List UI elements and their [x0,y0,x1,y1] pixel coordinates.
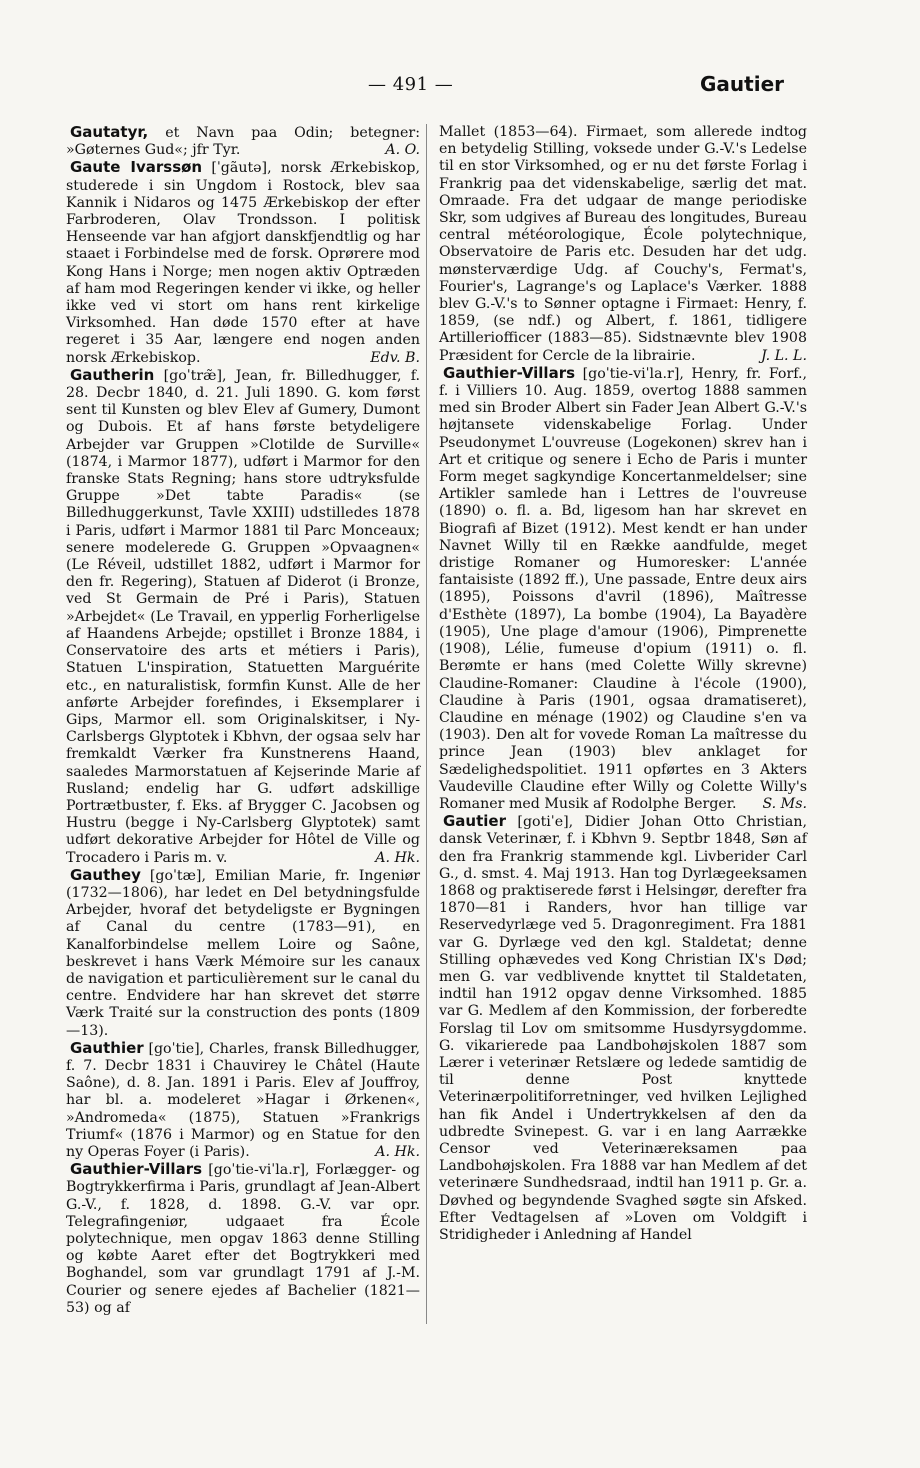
entry-text: [goˈtie-viˈla.r], Henry, fr. Forf., f. i Villiers 10. Aug. 1859, overtog 1888 sammen med sin Broder Albert sin Fader Jean Albert G.-V.'s højtansete videnskabelige Forlag. Under Pseudonymet L'ouvreuse (Logekonen) skrev han i Art et critique og senere i Echo de Paris i munter Form meget sagkyndige Koncertanmeldelser; sine Artikler samlede han i Lettres de l'ouvreuse (1890) o. fl. a. Bd, ligesom han har skrevet en Biografi af Bizet (1912). Mest kendt er han under Navnet Willy til en Række aandfulde, meget dristige Romaner og Humoresker: L'année fantaisiste (1892 ff.), Une passade, Entre deux airs (1895), Poissons d'avril (1896), Maîtresse d'Esthète (1897), La bombe (1904), La Bayadère (1905), Une plage d'amour (1906), Pimprenette (1908), Lélie, fumeuse d'opium (1911) o. fl. Berømte er hans (med Colette Willy skrevne) Claudine-Romaner: Claudine à l'école (1900), Claudine à Paris (1901, ogsaa dramatiseret), Claudine en ménage (1902) og Claudine s'en va (1903). Den alt for vovede Roman La maîtresse du prince Jean (1903) blev anklaget for Sædelighedspolitiet. 1911 opførtes en 3 Akters Vaudeville Claudine efter Willy og Colette Willy's Romaner med Musik af Rodolphe Berger. [439,365,807,812]
right-column [439,124,807,1244]
dictionary-entry [66,367,420,867]
entry-headword: Gaute Ivarssøn [70,158,203,177]
entry-text: [ˈgãutə], norsk Ærkebiskop, studerede i sin Ungdom i Rostock, blev saa Kannik i Nidaros og 1475 Ærkebiskop der efter Farbroderen, Olav Trondsson. I politisk Henseende var han afgjort danskfjendtlig og har staaet i Forbindelse med de forsk. Oprørere mod Kong Hans i Norge; men nogen aktiv Optræden af ham mod Regeringen kender vi ikke, og heller ikke ved vi stort om hans rent kirkelige Virksomhed. Han døde 1570 efter at have regeret i 35 Aar, længere end nogen anden norsk Ærkebiskop. [66,160,421,366]
dictionary-entry [66,1161,420,1317]
entry-headword: Gautatyr, [70,123,149,141]
entry-signature: Edv. B. [370,349,420,366]
entry-text: et Navn paa Odin; betegner: »Gøternes Gud«; jfr Tyr. [66,125,420,159]
entry-headword: Gauthier-Villars [70,1160,203,1179]
dictionary-entry [439,365,807,813]
dictionary-entry [66,867,420,1040]
entry-headword: Gauthey [70,865,141,884]
entry-text: [goˈtæ], Emilian Marie, fr. Ingeniør (1732—1806), har ledet en Del betydningsfulde Arbejder, hvoraf det betydeligste er Bygningen af Canal du centre (1783—91), en Kanalforbindelse mellem Loire og Saône, beskrevet i hans Værk Mémoire sur les canaux de navigation et particulièrement sur le canal du centre. Endvidere har han skrevet det større Værk Traité sur la construction des ponts (1809—13). [66,867,420,1039]
entry-text: [goˈtie-viˈla.r], Forlægger- og Bogtrykkerfirma i Paris, grundlagt af Jean-Albert G.-V., f. 1828, d. 1898. G.-V. var opr. Telegrafingeniør, udgaaet fra École polytechnique, men opgav 1863 denne Stilling og købte Aaret efter det Bogtrykkeri med Boghandel, som var grundlagt 1791 af J.-M. Courier og senere ejedes af Bachelier (1821—53) og af [66,1162,420,1316]
entry-text: [gotiˈe], Didier Johan Otto Christian, dansk Veterinær, f. i Kbhvn 9. Septbr 1848, Søn af den fra Frankrig stammende kgl. Livberider Carl G., d. smst. 4. Maj 1913. Han tog Dyrlægeeksamen 1868 og praktiserede først i Helsingør, derefter fra 1870—81 i Randers, hvor han tillige var Reservedyrlæge ved 5. Dragonregiment. Fra 1881 var G. Dyrlæge ved den kgl. Staldetat; denne Stilling ophævedes ved Kong Christian IX's Død; men G. var vedblivende knyttet til Staldetaten, indtil han 1912 opgav denne Virksomhed. 1885 var G. Medlem af den Kommission, der forberedte Forslag til Lov om smitsomme Husdyrsygdomme. G. vikarierede paa Landbohøjskolen 1887 som Lærer i veterinær Retslære og ledede samtidig de til denne Post knyttede Veterinærpolitiforretninger, ved hvilken Lejlighed han fik Andel i Undertrykkelsen af den da udbredte Svinepest. G. var i en lang Aarrække Censor ved Veterinæreksamen paa Landbohøjskolen. Fra 1888 var han Medlem af det veterinære Sundhedsraad, indtil han 1911 p. Gr. a. Døvhed og begyndende Svaghed søgte sin Afsked. Efter Vedtagelsen af »Loven om Voldgift i Stridigheder i Anledning af Handel [439,814,807,1243]
dictionary-entry [439,813,807,1244]
running-head: Gautier [700,72,784,96]
dictionary-entry-continuation [439,124,807,365]
entry-headword: Gautier [443,812,506,831]
entry-text: Mallet (1853—64). Firmaet, som allerede indtog en betydelig Stilling, voksede under G.-V.'s Ledelse til en stor Virksomhed, og er nu det første Forlag i Frankrig paa det videnskabelige, særlig det mat. Omraade. Fra det udgaar de mange periodiske Skr, som udgives af Bureau des longitudes, Bureau central météorologique, École polytechnique, Observatoire de Paris etc. Desuden har det udg. mønsterværdige Udg. af Couchy's, Fermat's, Fourier's, Lagrange's og Laplace's Værker. 1888 blev G.-V.'s to Sønner optagne i Firmaet: Henry, f. 1859, (se ndf.) og Albert, f. 1861, tidligere Artilleriofficer (1883—85). Sidstnævnte blev 1908 Præsident for Cercle de la librairie. [439,124,807,364]
dictionary-entry [66,1040,420,1161]
entry-headword: Gauthier-Villars [443,363,576,382]
entry-signature: A. Hk. [375,849,420,866]
page-header [0,72,920,102]
entry-text: [goˈtie], Charles, fransk Billedhugger, f. 7. Decbr 1831 i Chauvirey le Châtel (Haute Saône), d. 8. Jan. 1891 i Paris. Elev af Jouffroy, har bl. a. modeleret »Hagar i Ørkenen«, »Andromeda« (1875), Statuen »Frankrigs Triumf« (1876 i Marmor) og en Statue for den ny Operas Foyer (i Paris). [66,1040,420,1160]
entry-signature: J. L. L. [761,347,807,364]
entry-signature: S. Ms. [762,795,807,812]
page-number: — 491 — [368,74,454,95]
entry-headword: Gautherin [70,365,155,384]
entry-text: [goˈtræ̃], Jean, fr. Billedhugger, f. 28. Decbr 1840, d. 21. Juli 1890. G. kom først sent til Kunsten og blev Elev af Gumery, Dumont og Dubois. Et af hans første betydeligere Arbejder var Gruppen »Clotilde de Surville« (1874, i Marmor 1877), udført i Marmor for den franske Stats Regning; hans store udtryksfulde Gruppe »Det tabte Paradis« (se Billedhuggerkunst, Tavle XXIII) udstilledes 1878 i Paris, udført i Marmor 1881 til Parc Monceaux; senere modelerede G. Gruppen »Opvaagnen« (Le Réveil, udstillet 1882, udført i Marmor for den fr. Regering), Statuen af Diderot (i Bronze, ved St Germain de Pré i Paris), Statuen »Arbejdet« (Le Travail, en ypperlig Forherligelse af Haandens Arbejde; opstillet i Bronze 1884, i Conservatoire des arts et métiers i Paris), Statuen L'inspiration, Statuetten Marguérite etc., en naturalistisk, formfin Kunst. Alle de her anførte Arbejder forefindes, i Eksemplarer i Gips, Marmor ell. som Originalskitser, i Ny-Carlsbergs Glyptotek i Kbhvn, der ogsaa selv har fremkaldt Værker fra Kunstnerens Haand, saaledes Marmorstatuen af Kejserinde Marie af Rusland; endelig har G. udført adskillige Portrætbuster, f. Eks. af Brygger C. Jacobsen og Hustru (begge i Ny-Carlsberg Glyptotek) samt udført dekorative Arbejder for Hôtel de Ville og Trocadero i Paris m. v. [66,367,420,866]
entry-signature: A. Hk. [375,1143,420,1160]
entry-signature: A. O. [385,142,420,159]
dictionary-entry [66,124,420,159]
entry-headword: Gauthier [70,1038,144,1057]
dictionary-entry [66,159,420,366]
column-divider [426,124,427,1324]
left-column [66,124,420,1317]
